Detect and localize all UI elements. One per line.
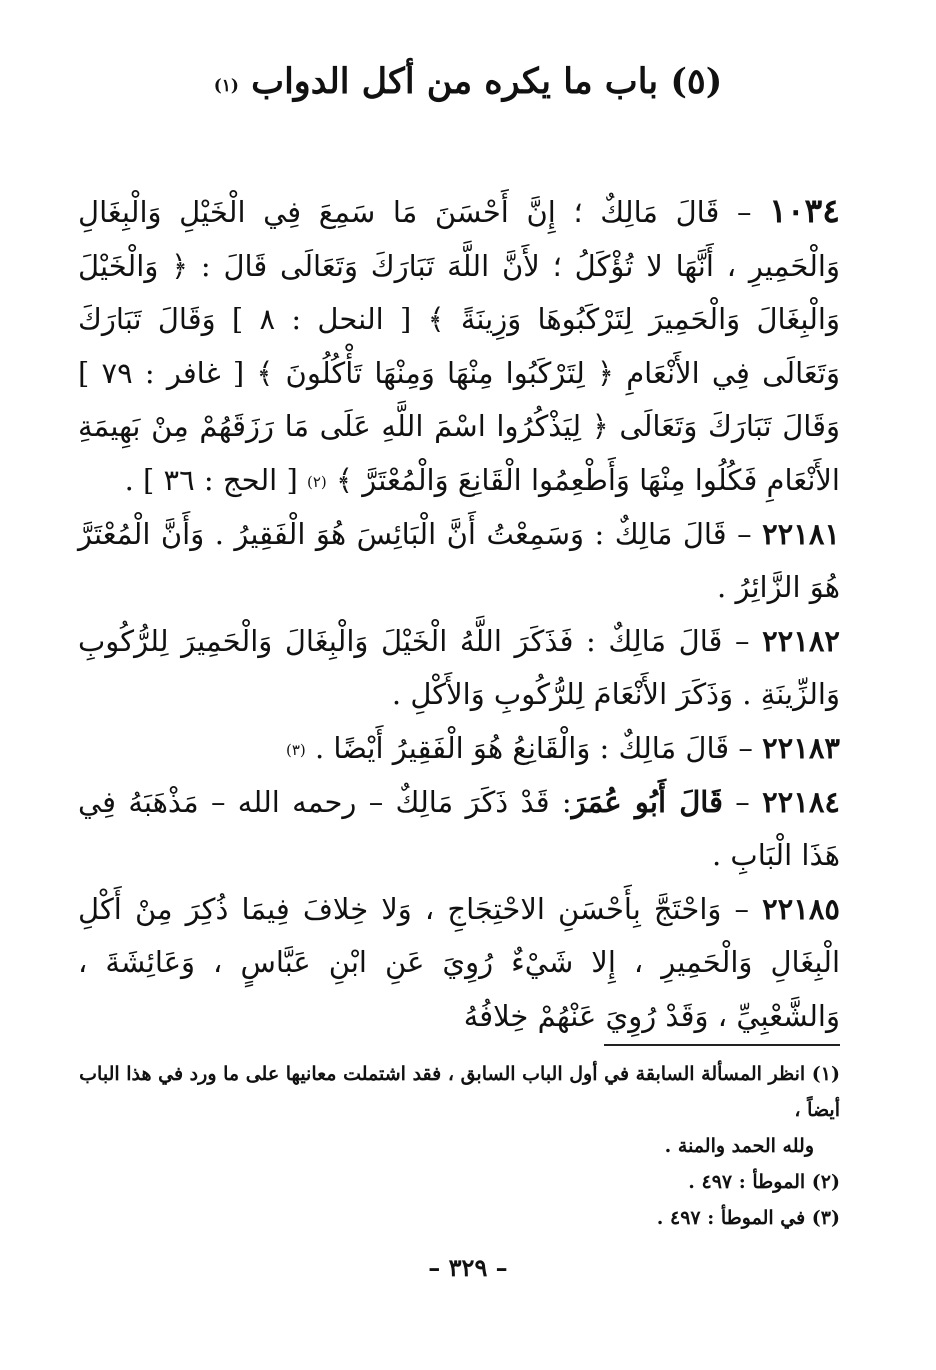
footnotes	[70, 1056, 840, 1236]
paragraph-1034	[78, 184, 840, 508]
paragraph-text: – قَالَ مَالِكٌ : وَسَمِعْتُ أَنَّ الْبَائِسَ هُوَ الْفَقِيرُ . وَأَنَّ الْمُعْتَرَّ هُوَ الزَّائِرُ .	[78, 516, 840, 605]
paragraph-text: : قَدْ ذَكَرَ مَالِكٌ – رحمه الله – مَذْهَبَهُ فِي هَذَا الْبَابِ .	[78, 784, 840, 873]
chapter-title	[0, 52, 936, 112]
paragraph-text: – قَالَ مَالِكٌ ؛ إِنَّ أَحْسَنَ مَا سَمِعَ فِي الْخَيْلِ وَالْبِغَالِ وَالْحَمِيرِ ، أَنَّهَا لا تُؤْكَلُ ؛ لأَنَّ اللَّهَ تَبَارَكَ وَتَعَالَى قَالَ : ﴿ وَالْخَيْلَ وَالْبِغَالَ وَالْحَمِيرَ لِتَرْكَبُوهَا وَزِينَةً ﴾ [ النحل : ٨ ] وَقَالَ تَبَارَكَ وَتَعَالَى فِي الأَنْعَامِ ﴿ لِتَرْكَبُوا مِنْهَا وَمِنْهَا تَأْكُلُونَ ﴾ [ غافر : ٧٩ ] وَقَالَ تَبَارَكَ وَتَعَالَى ﴿ لِيَذْكُرُوا اسْمَ اللَّهِ عَلَى مَا رَزَقَهُمْ مِنْ بَهِيمَةِ الأَنْعَامِ فَكُلُوا مِنْهَا وَأَطْعِمُوا الْقَانِعَ وَالْمُعْتَرَّ ﴾	[78, 195, 840, 497]
paragraph-number: ٢٢١٨٤	[762, 784, 840, 819]
footnote-ref: (٣)	[285, 740, 306, 759]
body-text	[78, 180, 840, 1044]
footnote-1: (١) انظر المسألة السابقة في أول الباب السابق ، فقد اشتملت معانيها على ما ورد في هذا الباب أيضاً ،	[79, 1063, 840, 1121]
chapter-title-text: (٥) باب ما يكره من أكل الدواب	[251, 61, 723, 102]
footnote-divider	[604, 1044, 840, 1046]
narrator-phrase: قَالَ أَبُو عُمَرَ	[571, 784, 723, 819]
paragraph-text: – قَالَ مَالِكٌ : فَذَكَرَ اللَّهُ الْخَيْلَ وَالْبِغَالَ وَالْحَمِيرَ لِلرُّكُوبِ وَالزِّينَةِ . وَذَكَرَ الأَنْعَامَ لِلرُّكُوبِ وَالأَكْلِ .	[78, 623, 840, 712]
paragraph-22185	[78, 883, 840, 1044]
paragraph-tail: [ الحج : ٣٦ ] .	[124, 462, 307, 497]
paragraph-text: – وَاحْتَجَّ بِأَحْسَنِ الاحْتِجَاجِ ، وَلا خِلافَ فِيمَا ذُكِرَ مِنْ أَكْلِ الْبِغَالِ وَالْحَمِيرِ ، إِلا شَيْءٌ رُوِيَ عَنِ ابْنِ عَبَّاسٍ ، وَعَائِشَةَ ، وَالشَّعْبِيِّ ، وَقَدْ رُوِيَ عَنْهُمْ خِلافُهُ	[78, 891, 840, 1033]
footnote-3: (٣) في الموطأ : ٤٩٧ .	[656, 1207, 840, 1229]
paragraph-22184: ٢٢١٨٤ – قَالَ أَبُو عُمَرَ: قَدْ ذَكَرَ مَالِكٌ – رحمه الله – مَذْهَبَهُ فِي هَذَا الْبَابِ .	[78, 784, 840, 873]
footnote-1-continuation: ولله الحمد والمنة .	[664, 1135, 814, 1157]
paragraph-22183	[78, 722, 840, 776]
page-number: – ٣٢٩ –	[428, 1253, 508, 1282]
paragraph-number: ١٠٣٤	[769, 191, 840, 230]
footnote-ref: (٢)	[306, 472, 327, 491]
paragraph-text: – قَالَ مَالِكٌ : وَالْقَانِعُ هُوَ الْفَقِيرُ أَيْضًا .	[314, 730, 763, 765]
paragraph-22181	[78, 508, 840, 615]
paragraph-number: ٢٢١٨٢	[762, 623, 840, 658]
paragraph-number: ٢٢١٨٣	[762, 730, 840, 765]
paragraph-number: ٢٢١٨١	[762, 516, 840, 551]
paragraph-number: ٢٢١٨٥	[762, 891, 840, 926]
footnote-2: (٢) الموطأ : ٤٩٧ .	[688, 1171, 840, 1193]
paragraph-22182	[78, 615, 840, 722]
chapter-footnote-ref: (١)	[213, 76, 239, 96]
